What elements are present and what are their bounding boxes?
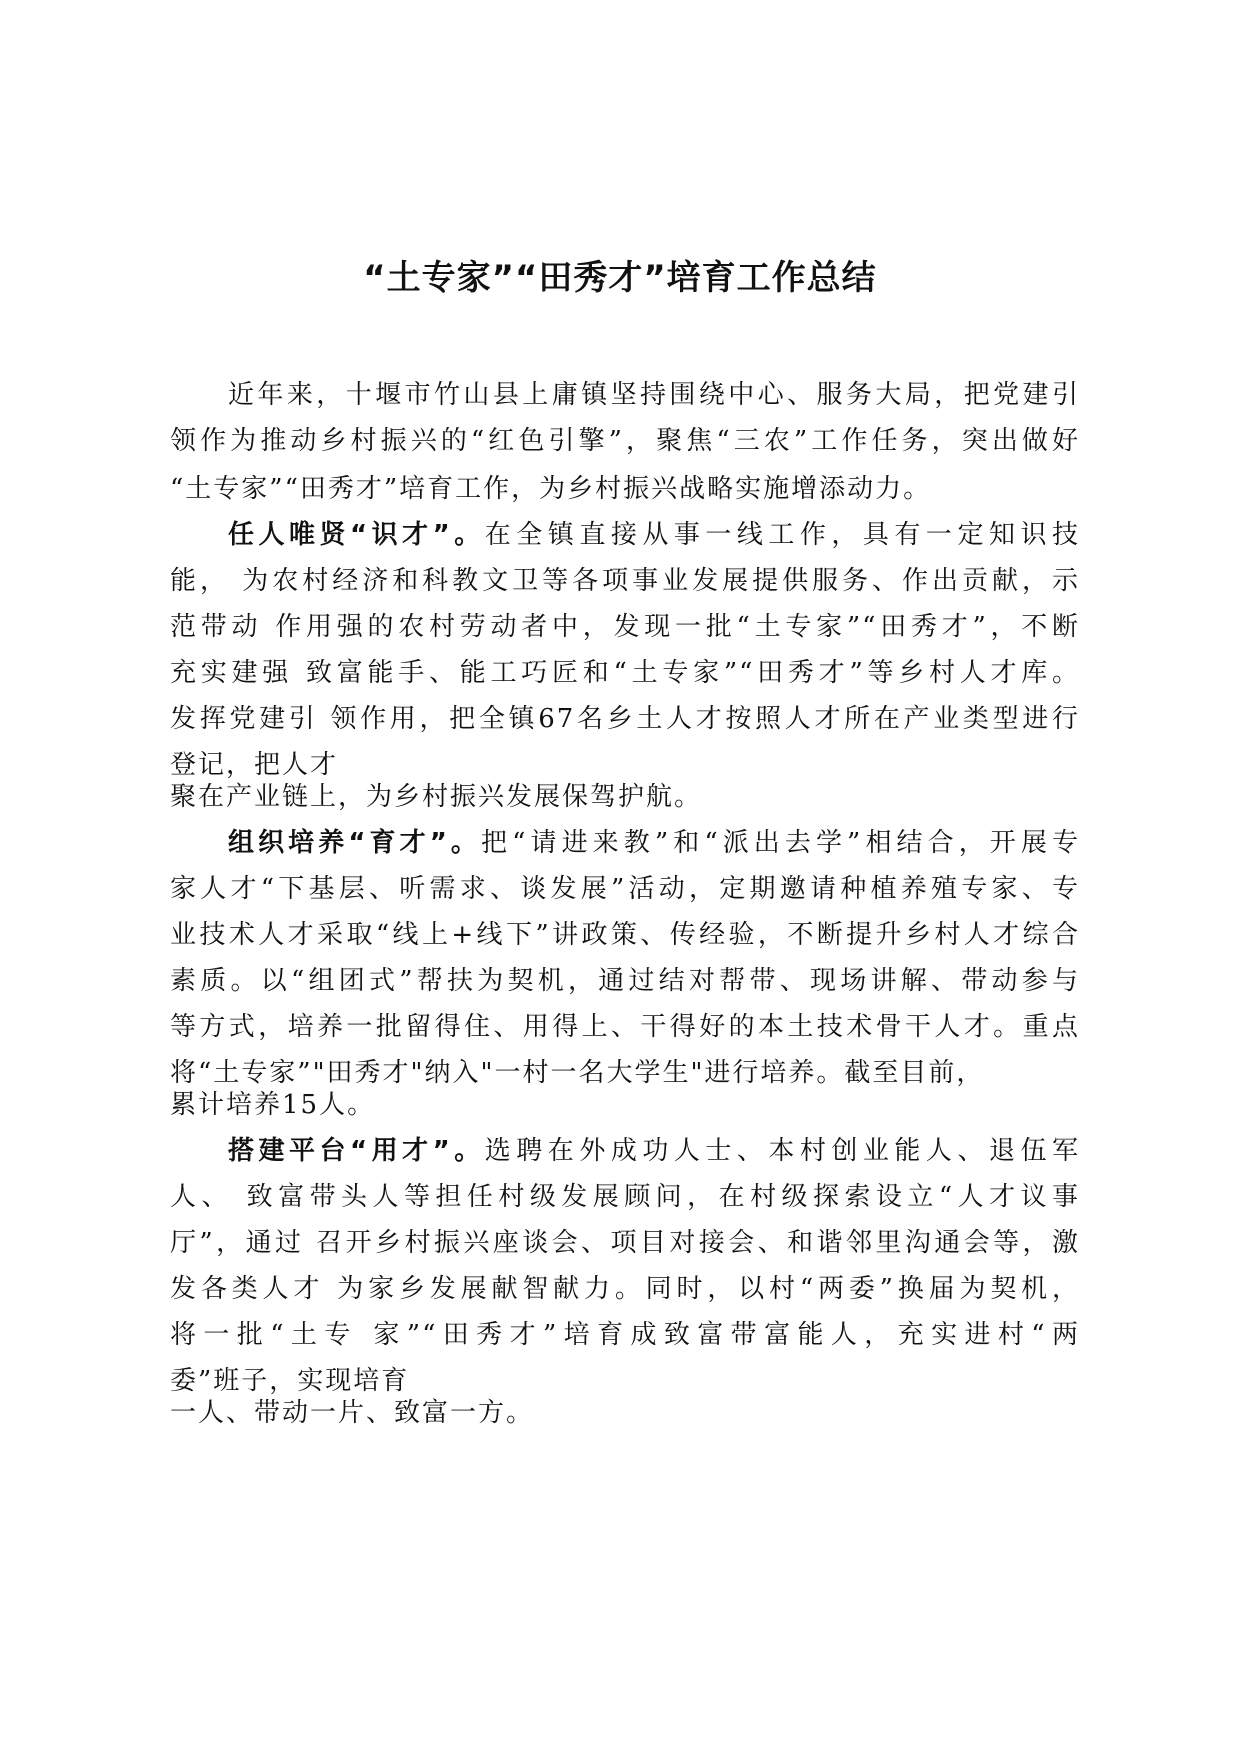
section2-line-2: 家人才“下基层、听需求、谈发展”活动，定期邀请种植养殖专家、专 (170, 874, 1080, 904)
document-title: “土专家”“田秀才”培育工作总结 (363, 258, 877, 298)
section2-line-1-text: 把“请进来教”和“派出去学”相结合，开展专 (481, 828, 1080, 858)
section2-line-3: 业技术人才采取“线上+线下”讲政策、传经验，不断提升乡村人才综合 (170, 920, 1080, 950)
section2-line-5: 等方式，培养一批留得住、用得上、干得好的本土技术骨干人才。重点 (170, 1012, 1080, 1042)
section1-line-1 (170, 512, 1080, 558)
section2-heading: 组织培养“育才”。 (228, 828, 481, 858)
section1-line-4: 充实建强 致富能手、能工巧匠和“土专家”“田秀才”等乡村人才库。 (170, 658, 1080, 688)
section3-line-7: 一人、带动一片、致富一方。 (170, 1398, 535, 1428)
section3-line-4: 发各类人才 为家乡发展献智献力。同时，以村“两委”换届为契机， (170, 1274, 1080, 1304)
intro-paragraph (170, 372, 1080, 464)
section3-line-2: 人、 致富带头人等担任村级发展顾问，在村级探索设立“人才议事 (170, 1182, 1080, 1212)
section-identify-talent (170, 512, 1080, 788)
section3-line-6: 委”班子，实现培育 (170, 1366, 410, 1396)
section1-heading: 任人唯贤“识才”。 (228, 520, 485, 550)
intro-paragraph-end (170, 466, 1080, 512)
section-identify-talent-end (170, 774, 1080, 820)
section2-line-1 (170, 820, 1080, 866)
section1-line-3: 范带动 作用强的农村劳动者中，发现一批“土专家”“田秀才”，不断 (170, 612, 1080, 642)
intro-line-3: “土专家”“田秀才”培育工作，为乡村振兴战略实施增添动力。 (170, 474, 932, 504)
section-cultivate-talent-end (170, 1082, 1080, 1128)
section3-line-5: 将一批“土专 家”“田秀才”培育成致富带富能人，充实进村“两 (170, 1320, 1080, 1350)
section3-heading: 搭建平台“用才”。 (228, 1136, 485, 1166)
section1-line-1-text: 在全镇直接从事一线工作，具有一定知识技 (484, 520, 1080, 550)
section-cultivate-talent (170, 820, 1080, 1096)
section3-line-1-text: 选聘在外成功人士、本村创业能人、退伍军 (484, 1136, 1080, 1166)
section1-line-2: 能， 为农村经济和科教文卫等各项事业发展提供服务、作出贡献，示 (170, 566, 1080, 596)
section2-line-4: 素质。以“组团式”帮扶为契机，通过结对帮带、现场讲解、带动参与 (170, 966, 1080, 996)
intro-line-1: 近年来，十堰市竹山县上庸镇坚持围绕中心、服务大局，把党建引 (228, 380, 1080, 410)
section3-line-3: 厅”，通过 召开乡村振兴座谈会、项目对接会、和谐邻里沟通会等，激 (170, 1228, 1080, 1258)
section1-line-6: 登记，把人才 (170, 750, 339, 780)
section-use-talent-end (170, 1390, 1080, 1436)
section2-line-7: 累计培养15人。 (170, 1090, 376, 1120)
section1-line-7: 聚在产业链上，为乡村振兴发展保驾护航。 (170, 782, 703, 812)
section3-line-1 (170, 1128, 1080, 1174)
intro-line-2: 领作为推动乡村振兴的“红色引擎”，聚焦“三农”工作任务，突出做好 (170, 426, 1080, 456)
section1-line-5: 发挥党建引 领作用，把全镇67名乡土人才按照人才所在产业类型进行 (170, 704, 1080, 734)
section2-line-6: 将“土专家”"田秀才"纳入"一村一名大学生"进行培养。截至目前， (170, 1058, 985, 1088)
section-use-talent (170, 1128, 1080, 1404)
